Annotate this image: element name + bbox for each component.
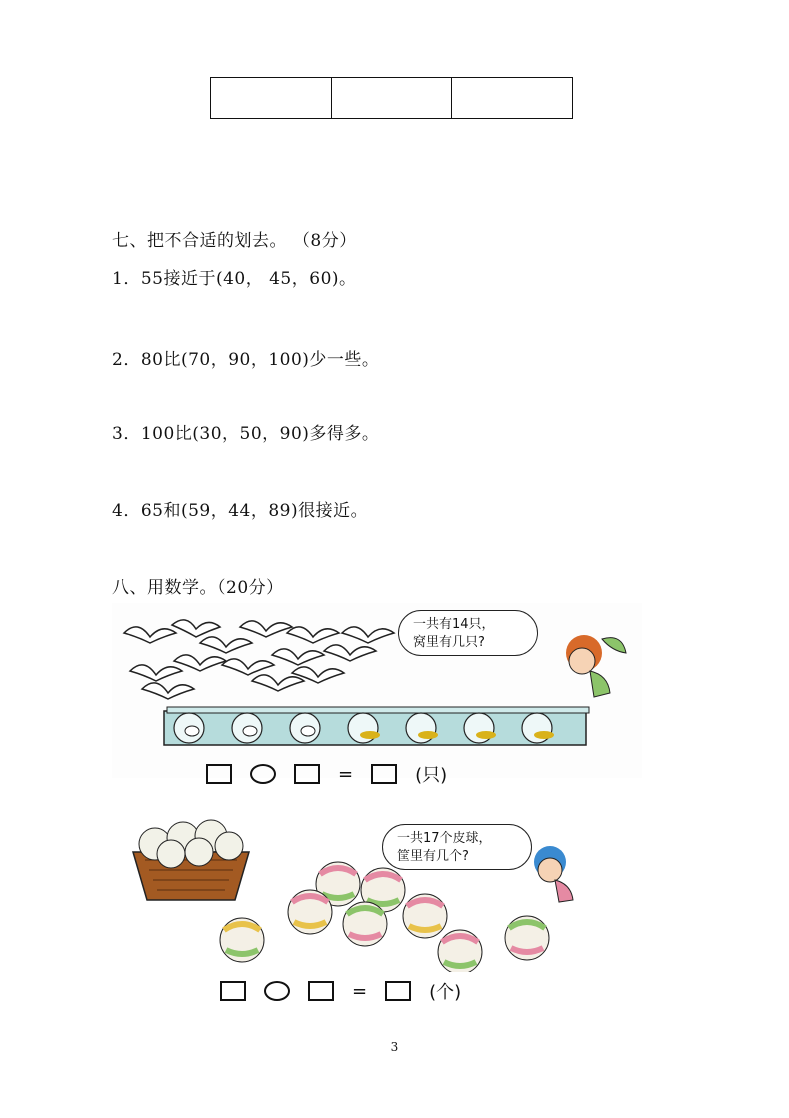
ball-icon	[403, 894, 447, 938]
bubble-text: 窝里有几只?	[413, 635, 485, 650]
equals-sign: =	[352, 980, 368, 1002]
birds-illustration	[112, 603, 642, 778]
answer-box[interactable]	[385, 981, 411, 1001]
loose-balls	[220, 862, 549, 972]
equals-sign: =	[338, 763, 354, 785]
speech-bubble-1	[398, 610, 538, 656]
question-2: 2．80比(70，90，100)少一些。	[112, 350, 380, 370]
question-3: 3．100比(30，50，90)多得多。	[112, 424, 380, 444]
operator-circle[interactable]	[250, 764, 276, 784]
bubble-text: 一共有14只，	[413, 617, 495, 632]
answer-box[interactable]	[206, 764, 232, 784]
answer-cell	[452, 78, 572, 118]
nest-boxes	[164, 707, 589, 745]
answer-cell	[332, 78, 453, 118]
answer-box[interactable]	[308, 981, 334, 1001]
ball-icon	[220, 918, 264, 962]
unit-label: (个)	[429, 982, 462, 1003]
answer-box[interactable]	[294, 764, 320, 784]
ball-icon	[288, 890, 332, 934]
equation-row-2	[220, 978, 461, 1004]
answer-table	[210, 77, 573, 119]
answer-box[interactable]	[220, 981, 246, 1001]
question-4: 4．65和(59，44，89)很接近。	[112, 501, 369, 521]
speech-bubble-2	[382, 824, 532, 870]
basket-icon	[133, 820, 249, 900]
ball-icon	[343, 902, 387, 946]
ball-icon	[438, 930, 482, 972]
answer-cell	[211, 78, 332, 118]
answer-box[interactable]	[371, 764, 397, 784]
girl-character-icon	[534, 846, 573, 902]
question-1: 1．55接近于(40， 45，60)。	[112, 269, 357, 289]
operator-circle[interactable]	[264, 981, 290, 1001]
ball-icon	[505, 916, 549, 960]
unit-label: (只)	[415, 765, 448, 786]
bubble-text: 一共17个皮球，	[397, 831, 492, 846]
section-7-title: 七、把不合适的划去。 （8分）	[112, 231, 357, 251]
equation-row-1	[206, 761, 447, 787]
bubble-text: 筐里有几个?	[397, 849, 469, 864]
section-8-title: 八、用数学。（20分）	[112, 578, 284, 598]
page-number: 3	[390, 1040, 399, 1054]
